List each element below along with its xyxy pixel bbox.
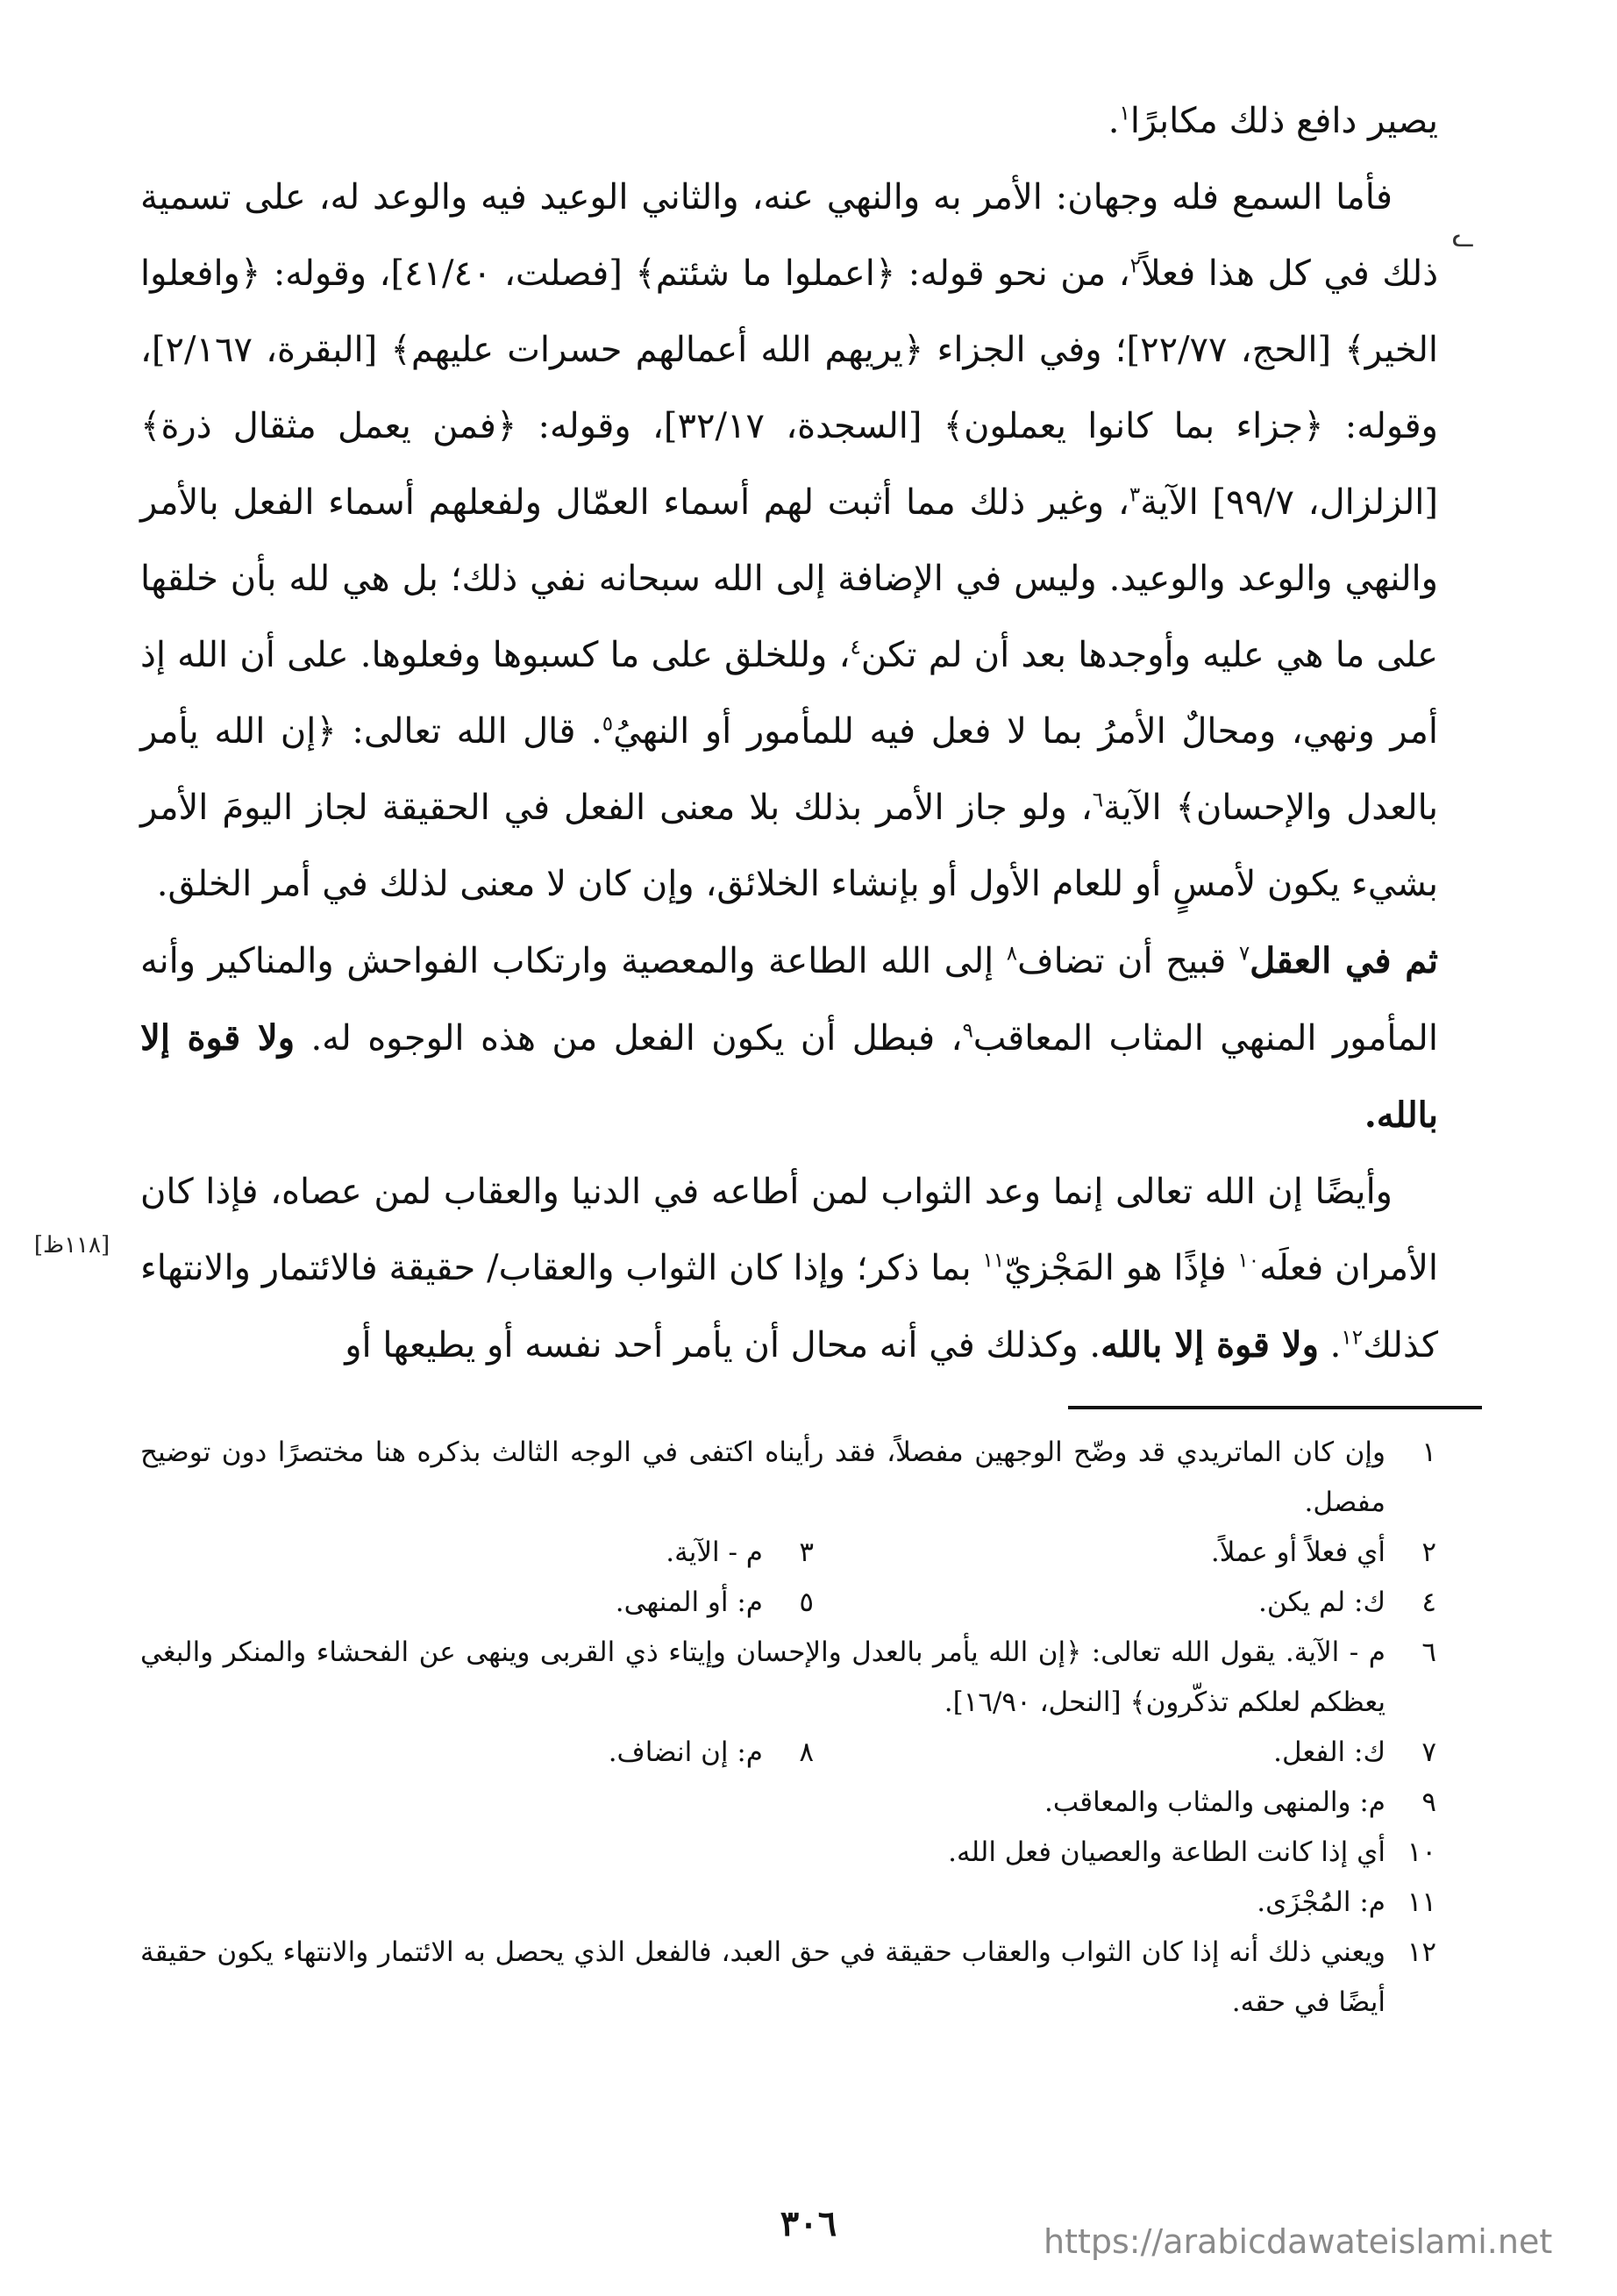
footnote-pair [140, 1578, 1436, 1628]
footnote-ref: ١٠ [1237, 1249, 1260, 1273]
footnote-number: ١٠ [1407, 1836, 1436, 1868]
footnote [140, 1778, 1436, 1828]
bold-text: ولا قوة إلا بالله [1101, 1324, 1319, 1365]
footnote-number: ٥ [799, 1587, 814, 1618]
text-run: ، من نحو قوله: ﴿اعملوا ما شئتم﴾ [فصلت، ٤١/٤٠]، وقوله: ﴿وافعلوا الخير﴾ [الحج، ٢٢/٧٧]؛ وفي الجزاء ﴿يريهم الله أعمالهم حسرات عليهم﴾ [البقرة، ٢/١٦٧]، وقوله: ﴿جزاء بما كانوا يعملون﴾ [السجدة، ٣٢/١٧]، وقوله: ﴿فمن يعمل مثقال ذرة﴾ [الزلزال، ٩٩/٧] الآية [140, 253, 1439, 523]
bold-text: ثم في العقل [1250, 940, 1439, 981]
text-run: وأيضًا إن الله تعالى إنما وعد الثواب لمن أطاعه في الدنيا والعقاب لمن عصاه، فإذا كان الأمران فعلَه [140, 1172, 1439, 1288]
paragraph [140, 1154, 1438, 1384]
footnote [140, 1828, 1436, 1878]
paragraph [140, 160, 1438, 923]
text-run: ، ولو جاز الأمر بذلك بلا معنى الفعل في الحقيقة لجاز اليومَ الأمر بشيء يكون لأمسٍ أو للعام الأول أو بإنشاء الخلائق، وإن كان لا معنى لذلك في أمر الخلق. [140, 788, 1438, 904]
manuscript-folio-marker: [١١٨ظ] [33, 1232, 110, 1259]
footnote [140, 1428, 1436, 1528]
footnote-text: ك: الفعل. [1273, 1736, 1385, 1768]
footnote-number: ٦ [1421, 1636, 1436, 1668]
text-run: . وكذلك في أنه محال أن يأمر أحد نفسه أو يطيعها أو [345, 1325, 1101, 1365]
footnote-text: م - الآية. يقول الله تعالى: ﴿إن الله يأمر بالعدل والإحسان وإيتاء ذي القربى وينهى عن الفحشاء والمنكر والبغي يعظكم لعلكم تذكّرون﴾ [النحل، ١٦/٩٠]. [140, 1636, 1385, 1718]
footnote-number: ٩ [1421, 1786, 1436, 1818]
bold-text: ولا قوة إلا بالله. [140, 1017, 1438, 1136]
footnote-text: وإن كان الماتريدي قد وضّح الوجهين مفصلاً، فقد رأيناه اكتفى في الوجه الثالث بذكره هنا مختصرًا دون توضيح مفصل. [140, 1437, 1385, 1518]
text-run: فأما السمع فله وجهان: الأمر به والنهي عنه، والثاني الوعيد فيه والوعد له، على تسمية ذلك في كل هذا فعلاً [140, 177, 1439, 294]
footnote-number: ٣ [799, 1537, 814, 1568]
footnote-ref: ١٢ [1341, 1326, 1364, 1350]
footnote-ref: ٢ [1129, 254, 1141, 278]
footnote-number: ٧ [1421, 1736, 1436, 1768]
text-run: فإذًا هو المَجْزيّ [1004, 1248, 1238, 1288]
footnote-text: م: المُجْزَى. [1257, 1886, 1385, 1918]
footnote [191, 1528, 814, 1578]
text-run: يصير دافع ذلك مكابرًا [1129, 101, 1438, 141]
text-run: ، وغير ذلك مما أثبت لهم أسماء العمّال ولفعلهم أسماء الفعل بالأمر والنهي والوعد والوعيد. وليس في الإضافة إلى الله سبحانه نفي ذلك؛ بل هي لله بأن خلقها على ما هي عليه وأوجدها بعد أن لم تكن [140, 482, 1439, 675]
footnote-text: ك: لم يكن. [1258, 1587, 1385, 1618]
footnote-ref: ٨ [1006, 942, 1018, 966]
text-run: . [1318, 1325, 1342, 1365]
text-run: . قال الله تعالى: ﴿إن الله يأمر بالعدل والإحسان﴾ الآية [140, 711, 1438, 828]
footnote-text: ويعني ذلك أنه إذا كان الثواب والعقاب حقيقة في حق العبد، فالفعل الذي يحصل به الائتمار والانتهاء يكون حقيقة أيضًا في حقه. [140, 1936, 1385, 2018]
footnote [814, 1578, 1436, 1628]
footnote-number: ٢ [1421, 1537, 1436, 1568]
text-run: قبيح أن تضاف [1017, 941, 1239, 981]
text-run: إلى الله الطاعة والمعصية وارتكاب الفواحش والمناكير وأنه المأمور المنهي المثاب المعاقب [140, 941, 1438, 1059]
footnote-pair [140, 1728, 1436, 1778]
footnote-ref: ٦ [1092, 788, 1104, 812]
paragraph [140, 83, 1438, 160]
footnote-text: أي إذا كانت الطاعة والعصيان فعل الله. [948, 1836, 1385, 1868]
footnote-number: ١ [1421, 1437, 1436, 1468]
footnote-separator [1068, 1406, 1482, 1409]
watermark-url: https://arabicdawateislami.net [1044, 2222, 1553, 2261]
footnote [814, 1528, 1436, 1578]
main-text [140, 83, 1438, 1384]
footnote [140, 1928, 1436, 2028]
footnote-number: ٤ [1421, 1587, 1436, 1618]
footnote-ref: ٩ [962, 1019, 973, 1043]
footnote [814, 1728, 1436, 1778]
text-run: ، فبطل أن يكون الفعل من هذه الوجوه له. [295, 1018, 963, 1059]
footnote-ref: ٧ [1238, 942, 1250, 966]
footnote [140, 1878, 1436, 1928]
footnote-ref: ٥ [602, 712, 614, 736]
footnote [191, 1728, 814, 1778]
footnote-text: م: والمنهى والمثاب والمعاقب. [1044, 1786, 1385, 1818]
footnote [191, 1578, 814, 1628]
footnote-pair [140, 1528, 1436, 1578]
footnote-ref: ١١ [982, 1249, 1005, 1273]
margin-mark: ᓚ [1452, 223, 1475, 253]
text-run: . [1108, 101, 1120, 141]
footnotes [140, 1428, 1436, 2028]
footnote-number: ١٢ [1407, 1936, 1436, 1968]
paragraph [140, 923, 1438, 1154]
text-run: بما ذكر؛ وإذا كان الثواب والعقاب/ حقيقة فالائتمار والانتهاء كذلك [140, 1248, 1438, 1365]
footnote-ref: ١ [1119, 102, 1130, 125]
footnote-ref: ٤ [850, 636, 861, 660]
footnote-text: م: أو المنهى. [615, 1587, 763, 1618]
footnote-number: ١١ [1407, 1886, 1436, 1918]
footnote-number: ٨ [799, 1736, 814, 1768]
footnote [140, 1628, 1436, 1728]
footnote-text: م - الآية. [666, 1537, 763, 1568]
footnote-ref: ٣ [1129, 483, 1141, 507]
text-run: ، وللخلق على ما كسبوها وفعلوها. على أن الله إذ أمر ونهي، ومحالٌ الأمرُ بما لا فعل فيه للمأمور أو النهيُ [140, 635, 1438, 752]
footnote-text: م: إن انضاف. [608, 1736, 763, 1768]
footnote-text: أي فعلاً أو عملاً. [1210, 1537, 1385, 1568]
page-number: ٣٠٦ [780, 2203, 837, 2244]
